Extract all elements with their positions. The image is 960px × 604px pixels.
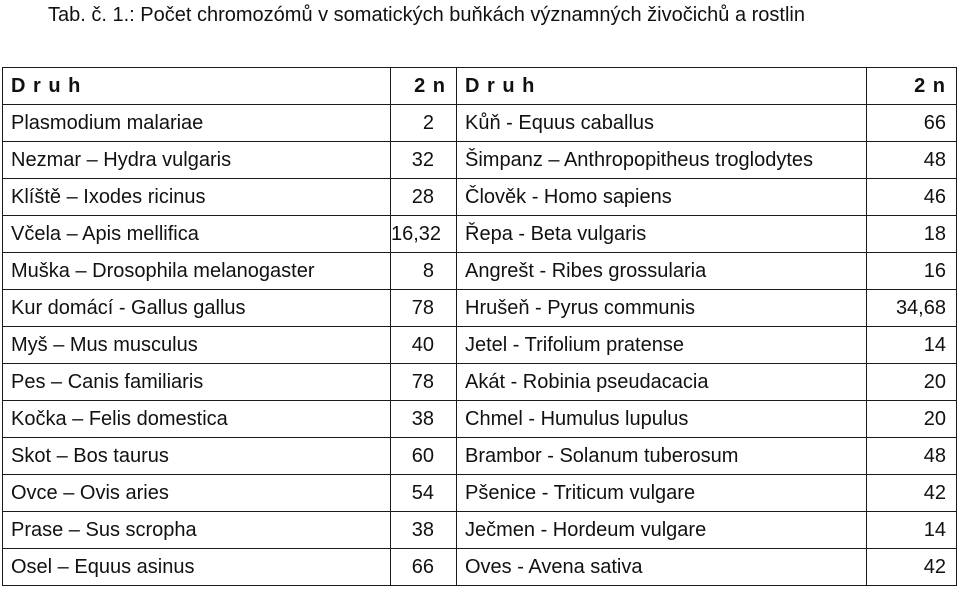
header-species-right: D r u h <box>457 68 867 105</box>
left-count-cell: 28 <box>391 179 457 216</box>
table-row <box>3 401 957 438</box>
left-species-cell: Ovce – Ovis aries <box>3 475 391 512</box>
left-count-cell: 60 <box>391 438 457 475</box>
header-count-right: 2 n <box>867 68 957 105</box>
left-species-cell: Pes – Canis familiaris <box>3 364 391 401</box>
right-count-cell: 48 <box>867 438 957 475</box>
left-count-cell: 38 <box>391 512 457 549</box>
table-row <box>3 549 957 586</box>
table-row <box>3 105 957 142</box>
right-count-cell: 34,68 <box>867 290 957 327</box>
right-species-cell: Kůň - Equus caballus <box>457 105 867 142</box>
left-species-cell: Muška – Drosophila melanogaster <box>3 253 391 290</box>
left-count-cell: 2 <box>391 105 457 142</box>
left-species-cell: Osel – Equus asinus <box>3 549 391 586</box>
left-count-cell: 38 <box>391 401 457 438</box>
left-count-cell: 32 <box>391 142 457 179</box>
right-species-cell: Ječmen - Hordeum vulgare <box>457 512 867 549</box>
table-row <box>3 179 957 216</box>
chromosome-table <box>2 67 957 586</box>
right-count-cell: 48 <box>867 142 957 179</box>
table-row <box>3 438 957 475</box>
left-species-cell: Kur domácí - Gallus gallus <box>3 290 391 327</box>
table-row <box>3 364 957 401</box>
right-species-cell: Angrešt - Ribes grossularia <box>457 253 867 290</box>
right-species-cell: Brambor - Solanum tuberosum <box>457 438 867 475</box>
left-species-cell: Nezmar – Hydra vulgaris <box>3 142 391 179</box>
right-count-cell: 14 <box>867 327 957 364</box>
right-count-cell: 46 <box>867 179 957 216</box>
right-count-cell: 18 <box>867 216 957 253</box>
right-count-cell: 42 <box>867 549 957 586</box>
left-species-cell: Kočka – Felis domestica <box>3 401 391 438</box>
header-species-left: D r u h <box>3 68 391 105</box>
right-species-cell: Chmel - Humulus lupulus <box>457 401 867 438</box>
left-count-cell: 66 <box>391 549 457 586</box>
right-species-cell: Šimpanz – Anthropopitheus troglodytes <box>457 142 867 179</box>
left-count-cell: 8 <box>391 253 457 290</box>
left-count-cell: 54 <box>391 475 457 512</box>
left-species-cell: Klíště – Ixodes ricinus <box>3 179 391 216</box>
left-species-cell: Plasmodium malariae <box>3 105 391 142</box>
table-row <box>3 142 957 179</box>
left-count-cell: 40 <box>391 327 457 364</box>
right-species-cell: Akát - Robinia pseudacacia <box>457 364 867 401</box>
left-species-cell: Myš – Mus musculus <box>3 327 391 364</box>
table-row <box>3 216 957 253</box>
left-count-cell: 78 <box>391 364 457 401</box>
right-species-cell: Řepa - Beta vulgaris <box>457 216 867 253</box>
right-species-cell: Pšenice - Triticum vulgare <box>457 475 867 512</box>
left-count-cell: 78 <box>391 290 457 327</box>
left-species-cell: Prase – Sus scropha <box>3 512 391 549</box>
table-row <box>3 475 957 512</box>
right-species-cell: Člověk - Homo sapiens <box>457 179 867 216</box>
right-species-cell: Jetel - Trifolium pratense <box>457 327 867 364</box>
right-count-cell: 16 <box>867 253 957 290</box>
table-header-row <box>3 68 957 105</box>
right-count-cell: 66 <box>867 105 957 142</box>
right-count-cell: 14 <box>867 512 957 549</box>
right-species-cell: Oves - Avena sativa <box>457 549 867 586</box>
right-count-cell: 42 <box>867 475 957 512</box>
left-species-cell: Skot – Bos taurus <box>3 438 391 475</box>
left-count-cell: 16,32 <box>391 216 457 253</box>
table-row <box>3 512 957 549</box>
table-caption: Tab. č. 1.: Počet chromozómů v somatických buňkách významných živočichů a rostlin <box>48 4 805 26</box>
header-count-left: 2 n <box>391 68 457 105</box>
right-species-cell: Hrušeň - Pyrus communis <box>457 290 867 327</box>
table-row <box>3 253 957 290</box>
left-species-cell: Včela – Apis mellifica <box>3 216 391 253</box>
table-row <box>3 290 957 327</box>
right-count-cell: 20 <box>867 364 957 401</box>
table-row <box>3 327 957 364</box>
right-count-cell: 20 <box>867 401 957 438</box>
